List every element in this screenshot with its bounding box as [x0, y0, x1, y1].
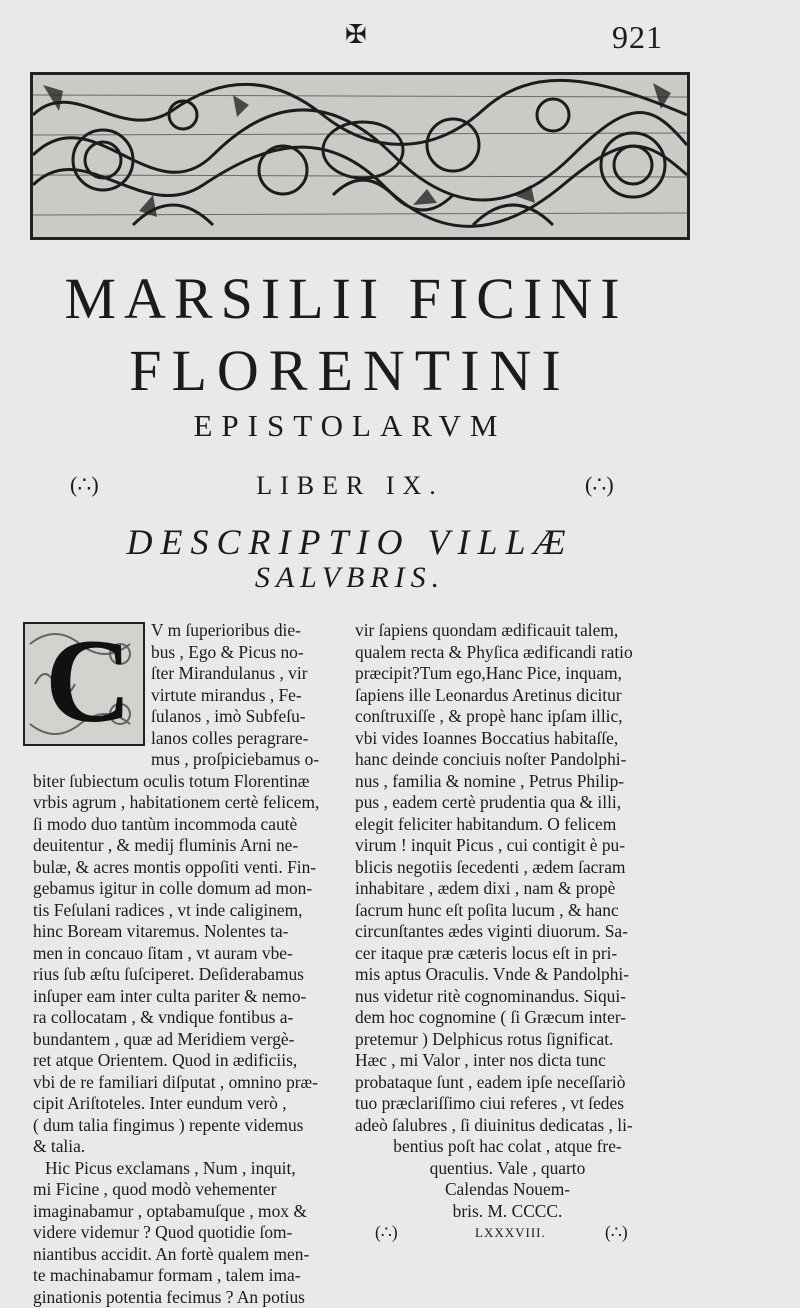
page-number: 921 — [612, 20, 663, 54]
text-line: tis Feſulani radices , vt inde caliginem, — [33, 900, 333, 922]
text-line: vbi vides Ioannes Boccatius habitaſſe, — [355, 728, 660, 750]
title-line-1: MARSILII FICINI — [26, 266, 666, 332]
text-line: hinc Boream vitaremus. Nolentes ta- — [33, 921, 333, 943]
text-line: deuitentur , & medij fluminis Arni ne- — [33, 835, 333, 857]
text-line: cipit Ariſtoteles. Inter eundum verò , — [33, 1093, 333, 1115]
text-line: rius ſub æſtu ſuſciperet. Deſiderabamus — [33, 964, 333, 986]
text-line: elegit feliciter habitandum. O felicem — [355, 814, 660, 836]
text-line: ſulanos , imò Subfeſu- — [33, 706, 333, 728]
text-line: vbi de re familiari diſputat , omnino præ- — [33, 1072, 333, 1094]
text-line: ra collocatam , & vndique fontibus a- — [33, 1007, 333, 1029]
text-line: gebamus igitur in colle domum ad mon- — [33, 878, 333, 900]
text-line: præcipit?Tum ego,Hanc Pice, inquam, — [355, 663, 660, 685]
text-line: bentius poſt hac colat , atque fre- — [355, 1136, 660, 1158]
text-line: biter ſubiectum oculis totum Florentinæ — [33, 771, 333, 793]
text-line: quentius. Vale , quarto — [355, 1158, 660, 1180]
text-line: mi Ficine , quod modò vehementer — [33, 1179, 333, 1201]
text-line: nus , familia & nomine , Petrus Philip- — [355, 771, 660, 793]
text-line: bris. M. CCCC. — [355, 1201, 660, 1223]
text-line: adeò ſalubres , ſi diuinitus dedicatas , li- — [355, 1115, 660, 1137]
ornament-left-icon: (∴) — [70, 472, 99, 498]
woodcut-banner-art — [33, 75, 687, 237]
text-line: bus , Ego & Picus no- — [33, 642, 333, 664]
text-line: Hic Picus exclamans , Num , inquit, — [33, 1158, 333, 1180]
text-line: ſter Mirandulanus , vir — [33, 663, 333, 685]
text-line: qualem recta & Phyſica ædificandi ratio — [355, 642, 660, 664]
text-line: vrbis agrum , habitationem certè felicem, — [33, 792, 333, 814]
book-label-row — [60, 468, 640, 504]
title-line-3: EPISTOLARVM — [60, 408, 640, 444]
text-line: cer itaque præ cæteris locus eſt in pri- — [355, 943, 660, 965]
text-line: & talia. — [33, 1136, 333, 1158]
text-line: ſi modo duo tantùm incommoda cautè — [33, 814, 333, 836]
woodcut-banner — [30, 72, 690, 240]
text-line: dem hoc cognomine ( ſi Græcum inter- — [355, 1007, 660, 1029]
text-line: pretemur ) Delphicus rotus ſignificat. — [355, 1029, 660, 1051]
text-line: circunſtantes ædes viginti diuorum. Sa- — [355, 921, 660, 943]
text-line: virtute mirandus , Fe- — [33, 685, 333, 707]
text-line: ginationis potentia fecimus ? An potius — [33, 1287, 333, 1308]
text-line: te machinabamur formam , talem ima- — [33, 1265, 333, 1287]
text-line: vir ſapiens quondam ædificauit talem, — [355, 620, 660, 642]
text-line: V m ſuperioribus die- — [33, 620, 333, 642]
text-line: hanc deinde conciuis noſter Pandolphi- — [355, 749, 660, 771]
book-label: LIBER IX. — [60, 468, 640, 504]
text-line: blicis negotiis ſecedenti , ædem ſacram — [355, 857, 660, 879]
text-line: virum ! inquit Picus , cui contigit è pu- — [355, 835, 660, 857]
heading-line-2: SALVBRIS. — [120, 560, 580, 596]
text-line: ſacrum hunc eſt poſita lucum , & hanc — [355, 900, 660, 922]
text-line: conſtruxiſſe , & propè hanc ipſam illic, — [355, 706, 660, 728]
text-line: mis aptus Oraculis. Vnde & Pandolphi- — [355, 964, 660, 986]
dropcap-letter: C — [45, 622, 132, 746]
text-column-left — [33, 620, 333, 1308]
text-column-right — [355, 620, 660, 1244]
text-line: probataque ſunt , eadem ipſe neceſſariò — [355, 1072, 660, 1094]
text-line: ſapiens ille Leonardus Aretinus dicitur — [355, 685, 660, 707]
text-line: mus , proſpiciebamus o- — [33, 749, 333, 771]
text-line: Calendas Nouem- — [355, 1179, 660, 1201]
heading-line-1: DESCRIPTIO VILLÆ — [80, 522, 620, 562]
ornament-right-icon: (∴) — [605, 1222, 628, 1244]
text-line: lanos colles peragrare- — [33, 728, 333, 750]
closing-date: LXXXVIII. — [475, 1222, 546, 1244]
text-line: men in concauo ſitam , vt auram vbe- — [33, 943, 333, 965]
ornament-left-icon: (∴) — [375, 1222, 398, 1244]
text-line: pus , eadem certè prudentia qua & illi, — [355, 792, 660, 814]
text-line: imaginabamur , optabamuſque , mox & — [33, 1201, 333, 1223]
closing-date-row — [355, 1222, 660, 1244]
text-line: inſuper eam inter culta pariter & nemo- — [33, 986, 333, 1008]
text-line: bulæ, & acres montis oppoſiti venti. Fin- — [33, 857, 333, 879]
text-line: ret atque Orientem. Quod in ædificiis, — [33, 1050, 333, 1072]
text-line: ( dum talia fingimus ) repente videmus — [33, 1115, 333, 1137]
ornament-right-icon: (∴) — [585, 472, 614, 498]
text-line: niantibus accidit. An fortè qualem men- — [33, 1244, 333, 1266]
text-line: inhabitare , ædem dixi , nam & propè — [355, 878, 660, 900]
text-line: Hæc , mi Valor , inter nos dicta tunc — [355, 1050, 660, 1072]
title-line-2: FLORENTINI — [40, 338, 660, 404]
text-line: bundantem , quæ ad Meridiem vergè- — [33, 1029, 333, 1051]
text-line: videre videmur ? Quod quotidie ſom- — [33, 1222, 333, 1244]
cross-ornament-icon: ✠ — [345, 20, 367, 50]
text-line: nus videtur ritè cognominandus. Siqui- — [355, 986, 660, 1008]
text-line: tuo præclariſſimo ciui referes , vt ſedes — [355, 1093, 660, 1115]
